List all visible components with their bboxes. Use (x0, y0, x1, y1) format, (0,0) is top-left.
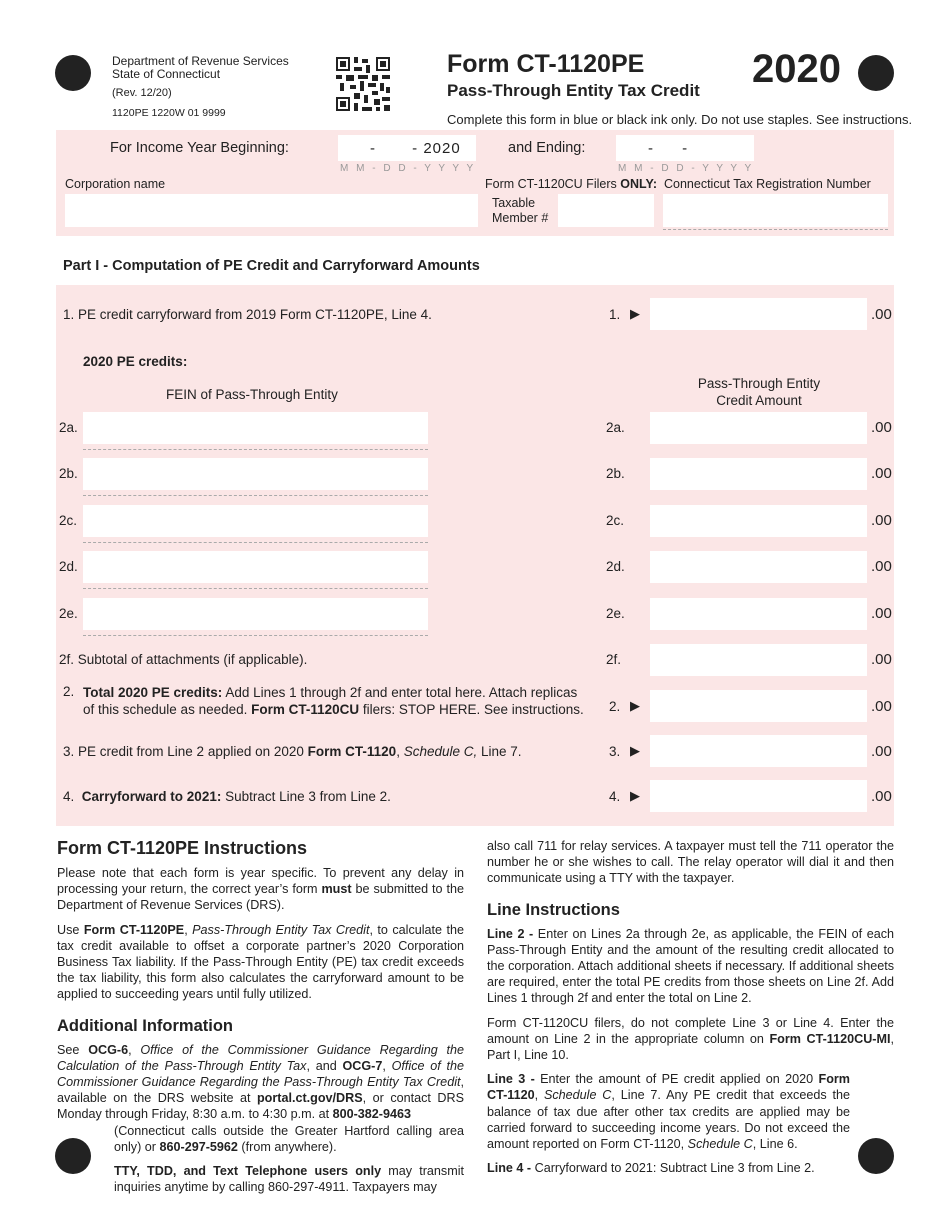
line4-instructions: Line 4 - Carryforward to 2021: Subtract Line 3 from Line 2. (487, 1161, 815, 1176)
instructions-left-column (57, 838, 464, 1203)
part1-title: Part I - Computation of PE Credit and Carryforward Amounts (63, 258, 480, 274)
line1-number: 1. (609, 307, 621, 322)
line2-prefix: 2. (63, 684, 75, 699)
ink-note: Complete this form in blue or black ink only. Do not use staples. See instructions. (447, 112, 913, 127)
end-date-format: M M - D D - Y Y Y Y (618, 163, 754, 174)
line2d-number: 2d. (606, 559, 625, 574)
line2c-fein-underline (83, 542, 428, 543)
line3-amount-input[interactable] (650, 735, 867, 767)
line2b-number: 2b. (606, 466, 625, 481)
line2c-number: 2c. (606, 513, 625, 528)
pe-credits-heading: 2020 PE credits: (83, 354, 188, 369)
line2e-fein-underline (83, 635, 428, 636)
fein-column-header: FEIN of Pass-Through Entity (166, 387, 338, 402)
line4-amount-input[interactable] (650, 780, 867, 812)
corporation-name-label: Corporation name (65, 177, 166, 191)
line3-cents: .00 (871, 743, 892, 760)
line2f-cents: .00 (871, 651, 892, 668)
instructions-para-year: Please note that each form is year specific. To prevent any delay in processing your return, the correct year’s form must be submitted to the Department of Revenue Services (DRS). (57, 866, 464, 913)
line2c-fein-input[interactable] (83, 505, 428, 537)
line2e-number: 2e. (606, 606, 625, 621)
line2d-label: 2d. (59, 559, 78, 574)
instructions-right-column (487, 838, 894, 1184)
taxable-member-label: Taxable Member # (492, 196, 549, 225)
line2b-label: 2b. (59, 466, 78, 481)
line3-number: 3. (609, 744, 621, 759)
line2d-fein-underline (83, 588, 428, 589)
line2a-fein-underline (83, 449, 428, 450)
line2b-cents: .00 (871, 465, 892, 482)
income-year-begin-label: For Income Year Beginning: (110, 140, 289, 156)
line2-instructions: Line 2 - Enter on Lines 2a through 2e, as applicable, the FEIN of each Pass-Through Entity and the amount of the resulting credit allocated to the corporation. Attach additional sheets if necessary. If additional sheets are required, enter the total PE credits from those sheets on Line 2f. Add Lines 1 through 2f and enter the total on Line 2. (487, 926, 895, 1006)
registration-mark-top-left (55, 55, 91, 91)
line4-number: 4. (609, 789, 621, 804)
corporation-name-input[interactable] (65, 194, 478, 227)
line2d-cents: .00 (871, 558, 892, 575)
line2e-label: 2e. (59, 606, 78, 621)
form-code: 1120PE 1220W 01 9999 (112, 107, 226, 119)
line2d-amount-input[interactable] (650, 551, 867, 583)
line2b-fein-underline (83, 495, 428, 496)
begin-date-format: M M - D D - Y Y Y Y (340, 163, 476, 174)
registration-mark-top-right (858, 55, 894, 91)
line2b-amount-input[interactable] (650, 458, 867, 490)
line4-label: 4. Carryforward to 2021: Subtract Line 3 from Line 2. (63, 789, 391, 804)
line2e-cents: .00 (871, 605, 892, 622)
revision: (Rev. 12/20) (112, 87, 172, 99)
line1-amount-input[interactable] (650, 298, 867, 330)
line2f-number: 2f. (606, 652, 622, 667)
qr-code-icon (336, 57, 390, 111)
income-year-end-input[interactable]: - - (616, 135, 754, 161)
line2c-label: 2c. (59, 513, 78, 528)
additional-info-para: See OCG-6, Office of the Commissioner Guidance Regarding the Calculation of the Pass-Through Entity Tax, and OCG-7, Office of the Commissioner Guidance Regarding the Pass-Through Entity Tax Credit, available on the DRS website at portal.ct.gov/DRS, or contact DRS Monday through Friday, 8:30 a.m. to 4:30 p.m. at 800-382-9463 (57, 1042, 465, 1122)
phone-para: (Connecticut calls outside the Greater Hartford calling area only) or 860-297-5962 (from anywhere). (114, 1123, 464, 1154)
form-title: Form CT-1120PE (447, 50, 645, 78)
line2-number: 2. (609, 699, 621, 714)
line2a-fein-input[interactable] (83, 412, 428, 444)
line1-cents: .00 (871, 306, 892, 323)
instructions-title: Form CT-1120PE Instructions (57, 838, 308, 858)
line4-arrow-icon: ▶ (630, 788, 640, 803)
tax-registration-label: Connecticut Tax Registration Number (664, 177, 871, 191)
line2c-amount-input[interactable] (650, 505, 867, 537)
line2a-amount-input[interactable] (650, 412, 867, 444)
line2a-number: 2a. (606, 420, 625, 435)
form-year: 2020 (752, 47, 841, 91)
line3-label: 3. PE credit from Line 2 applied on 2020 Form CT-1120, Schedule C, Line 7. (63, 744, 522, 759)
tax-registration-input[interactable] (663, 194, 888, 227)
tax-registration-underline (663, 229, 888, 230)
line2e-fein-input[interactable] (83, 598, 428, 630)
line2-cents: .00 (871, 698, 892, 715)
line2-arrow-icon: ▶ (630, 698, 640, 713)
line1-label: 1. PE credit carryforward from 2019 Form CT-1120PE, Line 4. (63, 307, 432, 322)
line4-cents: .00 (871, 788, 892, 805)
cu-filers-instructions: Form CT-1120CU filers, do not complete Line 3 or Line 4. Enter the amount on Line 2 in the appropriate column on Form CT-1120CU-MI, Part I, Line 10. (487, 1015, 894, 1063)
income-year-begin-input[interactable]: - - 2020 (338, 135, 476, 161)
relay-para: also call 711 for relay services. A taxpayer must tell the 711 operator the number he or she wishes to call. The relay operator will dial it and then communicate using a TTY with the taxpayer. (487, 839, 894, 886)
line2f-label: 2f. Subtotal of attachments (if applicable). (59, 652, 308, 667)
line3-arrow-icon: ▶ (630, 743, 640, 758)
dept-name: Department of Revenue Services (112, 54, 289, 68)
amount-column-header: Pass-Through Entity Credit Amount (697, 376, 821, 408)
state-name: State of Connecticut (112, 67, 221, 81)
line2-label: Total 2020 PE credits: Add Lines 1 through 2f and enter total here. Attach replicas of this schedule as needed. Form CT-1120CU filers: STOP HERE. See instructions. (83, 685, 584, 717)
line2a-label: 2a. (59, 420, 78, 435)
additional-info-title: Additional Information (57, 1016, 233, 1035)
line2e-amount-input[interactable] (650, 598, 867, 630)
line2b-fein-input[interactable] (83, 458, 428, 490)
line-instructions-title: Line Instructions (487, 900, 620, 919)
line2f-amount-input[interactable] (650, 644, 867, 676)
tty-para: TTY, TDD, and Text Telephone users only may transmit inquiries anytime by calling 860-297-4911. Taxpayers may (114, 1164, 465, 1195)
line1-arrow-icon: ▶ (630, 306, 640, 321)
income-year-end-label: and Ending: (508, 140, 586, 156)
line2d-fein-input[interactable] (83, 551, 428, 583)
line2-amount-input[interactable] (650, 690, 867, 722)
line3-instructions: Line 3 - Enter the amount of PE credit applied on 2020 Form CT-1120, Schedule C, Line 7. Any PE credit that exceeds the balance of tax due after other tax credits are applied may be carried forward to succeeding income years. Do not exceed the amount reported on Form CT-1120, Schedule C, Line 6. (487, 1072, 851, 1152)
line2c-cents: .00 (871, 512, 892, 529)
cu-filers-label: Form CT-1120CU Filers ONLY: (485, 177, 658, 191)
taxable-member-input[interactable] (558, 194, 654, 227)
line2a-cents: .00 (871, 419, 892, 436)
instructions-para-use: Use Form CT-1120PE, Pass-Through Entity Tax Credit, to calculate the tax credit available to offset a corporate partner’s 2020 Corporation Business Tax liability. If the Pass-Through Entity (PE) tax credit exceeds the tax liability, this form also calculates the carryforward amount to be applied to succeeding years until fully utilized. (57, 922, 464, 1002)
form-subtitle: Pass-Through Entity Tax Credit (447, 81, 700, 100)
